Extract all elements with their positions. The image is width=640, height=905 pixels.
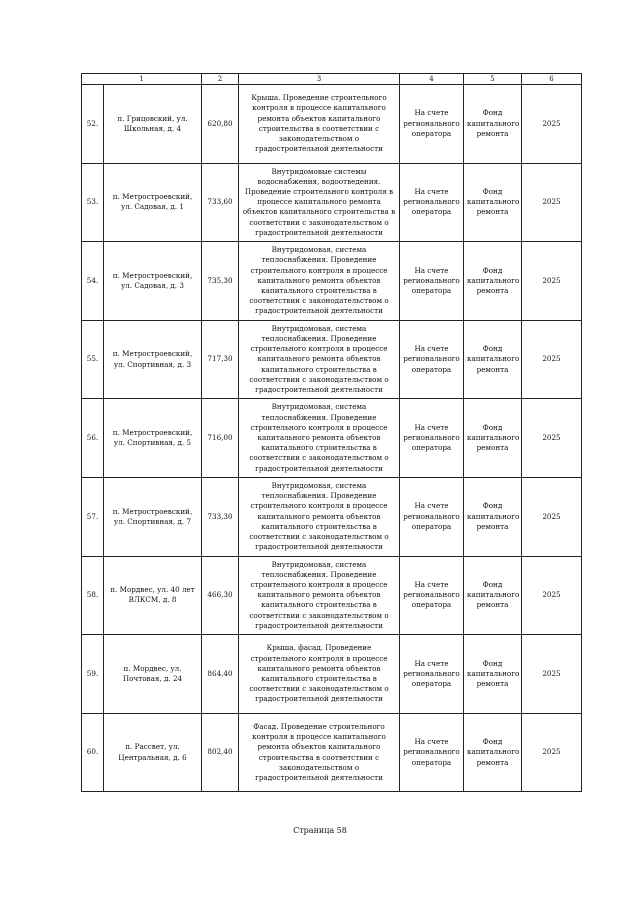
address-cell: п. Метростроевский, ул. Садовая, д. 3 <box>104 242 202 321</box>
table-row <box>82 242 582 321</box>
address-cell: п. Мордвес, ул. 40 лет ВЛКСМ, д. 8 <box>104 556 202 635</box>
table-header <box>82 74 582 85</box>
row-number: 52. <box>82 85 104 164</box>
year-cell: 2025 <box>522 85 582 164</box>
table-row <box>82 399 582 478</box>
area-cell: 802,40 <box>202 713 239 792</box>
year-cell: 2025 <box>522 320 582 399</box>
area-cell: 733,60 <box>202 163 239 242</box>
fund-cell: Фонд капитального ремонта <box>464 320 522 399</box>
fund-cell: Фонд капитального ремонта <box>464 635 522 714</box>
work-description-cell: Внутридомовая, система теплоснабжения. Проведение строительного контроля в процессе капитального ремонта объектов капитального строительства в соответствии с законодательством о градостроительной деятельности <box>239 556 400 635</box>
address-cell: п. Рассвет, ул. Центральная, д. 6 <box>104 713 202 792</box>
area-cell: 735,30 <box>202 242 239 321</box>
work-description-cell: Внутридомовая, система теплоснабжения. Проведение строительного контроля в процессе капитального ремонта объектов капитального строительства в соответствии с законодательством о градостроительной деятельности <box>239 477 400 556</box>
address-cell: п. Метростроевский, ул. Спортивная, д. 7 <box>104 477 202 556</box>
area-cell: 733,30 <box>202 477 239 556</box>
address-cell: п. Мордвес, ул. Почтовая, д. 24 <box>104 635 202 714</box>
work-description-cell: Фасад. Проведение строительного контроля в процессе капитального ремонта объектов капитального строительства в соответствии с законодательством о градостроительной деятельности <box>239 713 400 792</box>
funding-source-cell: На счете регионального оператора <box>400 163 464 242</box>
funding-source-cell: На счете регионального оператора <box>400 85 464 164</box>
fund-cell: Фонд капитального ремонта <box>464 713 522 792</box>
year-cell: 2025 <box>522 399 582 478</box>
table-row <box>82 477 582 556</box>
header-row <box>82 74 582 85</box>
area-cell: 864,40 <box>202 635 239 714</box>
year-cell: 2025 <box>522 477 582 556</box>
row-number: 59. <box>82 635 104 714</box>
row-number: 57. <box>82 477 104 556</box>
column-header-6: 6 <box>522 74 582 85</box>
row-number: 53. <box>82 163 104 242</box>
fund-cell: Фонд капитального ремонта <box>464 399 522 478</box>
address-cell: п. Метростроевский, ул. Садовая, д. 1 <box>104 163 202 242</box>
work-description-cell: Внутридомовые системы водоснабжения, водоотведения. Проведение строительного контроля в процессе капитального ремонта объектов капитального строительства в соответствии с законодательством о градостроительной деятельности <box>239 163 400 242</box>
funding-source-cell: На счете регионального оператора <box>400 242 464 321</box>
work-description-cell: Внутридомовая, система теплоснабжения. Проведение строительного контроля в процессе капитального ремонта объектов капитального строительства в соответствии с законодательством о градостроительной деятельности <box>239 242 400 321</box>
row-number: 54. <box>82 242 104 321</box>
year-cell: 2025 <box>522 635 582 714</box>
repair-schedule-table <box>81 73 582 792</box>
table-row <box>82 713 582 792</box>
area-cell: 466,30 <box>202 556 239 635</box>
column-header-5: 5 <box>464 74 522 85</box>
year-cell: 2025 <box>522 713 582 792</box>
funding-source-cell: На счете регионального оператора <box>400 477 464 556</box>
table-row <box>82 85 582 164</box>
fund-cell: Фонд капитального ремонта <box>464 163 522 242</box>
table-row <box>82 163 582 242</box>
table-row <box>82 556 582 635</box>
work-description-cell: Крыша. Проведение строительного контроля в процессе капитального ремонта объектов капитального строительства в соответствии с законодательством о градостроительной деятельности <box>239 85 400 164</box>
funding-source-cell: На счете регионального оператора <box>400 635 464 714</box>
table-row <box>82 635 582 714</box>
work-description-cell: Крыша, фасад. Проведение строительного контроля в процессе капитального ремонта объектов капитального строительства в соответствии с законодательством о градостроительной деятельности <box>239 635 400 714</box>
funding-source-cell: На счете регионального оператора <box>400 320 464 399</box>
table-row <box>82 320 582 399</box>
fund-cell: Фонд капитального ремонта <box>464 85 522 164</box>
fund-cell: Фонд капитального ремонта <box>464 477 522 556</box>
address-cell: п. Грицовский, ул. Школьная, д. 4 <box>104 85 202 164</box>
column-header-2: 2 <box>202 74 239 85</box>
funding-source-cell: На счете регионального оператора <box>400 556 464 635</box>
address-cell: п. Метростроевский, ул. Спортивная, д. 3 <box>104 320 202 399</box>
area-cell: 717,30 <box>202 320 239 399</box>
year-cell: 2025 <box>522 556 582 635</box>
page-number: Страница 58 <box>293 826 347 835</box>
fund-cell: Фонд капитального ремонта <box>464 556 522 635</box>
work-description-cell: Внутридомовая, система теплоснабжения. Проведение строительного контроля в процессе капитального ремонта объектов капитального строительства в соответствии с законодательством о градостроительной деятельности <box>239 399 400 478</box>
year-cell: 2025 <box>522 242 582 321</box>
area-cell: 620,80 <box>202 85 239 164</box>
row-number: 58. <box>82 556 104 635</box>
table-body <box>82 85 582 792</box>
address-cell: п. Метростроевский, ул. Спортивная, д. 5 <box>104 399 202 478</box>
column-header-4: 4 <box>400 74 464 85</box>
row-number: 55. <box>82 320 104 399</box>
area-cell: 716,00 <box>202 399 239 478</box>
year-cell: 2025 <box>522 163 582 242</box>
column-header-3: 3 <box>239 74 400 85</box>
work-description-cell: Внутридомовая, система теплоснабжения. Проведение строительного контроля в процессе капитального ремонта объектов капитального строительства в соответствии с законодательством о градостроительной деятельности <box>239 320 400 399</box>
fund-cell: Фонд капитального ремонта <box>464 242 522 321</box>
row-number: 56. <box>82 399 104 478</box>
funding-source-cell: На счете регионального оператора <box>400 713 464 792</box>
funding-source-cell: На счете регионального оператора <box>400 399 464 478</box>
column-header-1: 1 <box>82 74 202 85</box>
row-number: 60. <box>82 713 104 792</box>
